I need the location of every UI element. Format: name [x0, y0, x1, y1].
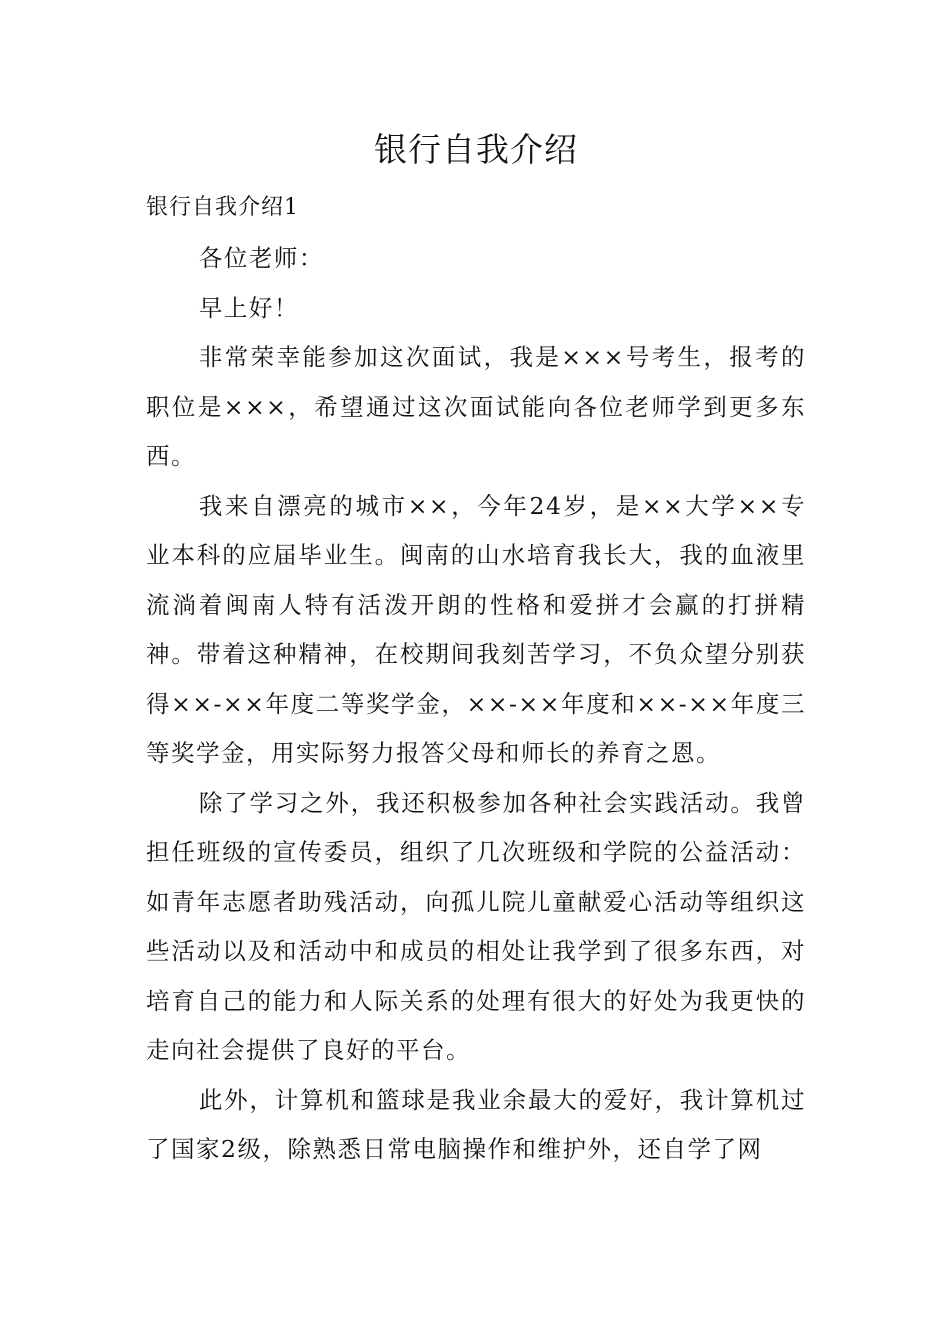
paragraph-intro: 非常荣幸能参加这次面试，我是×××号考生，报考的职位是×××，希望通过这次面试能向各位老师学到更多东西。	[146, 343, 806, 470]
document-page	[146, 118, 806, 1175]
section-heading: 银行自我介绍1	[146, 195, 299, 220]
paragraph-activities: 除了学习之外，我还积极参加各种社会实践活动。我曾担任班级的宣传委员，组织了几次班级和学院的公益活动：如青年志愿者助残活动，向孤儿院儿童献爱心活动等组织这些活动以及和活动中和成员的相处让我学到了很多东西，对培育自己的能力和人际关系的处理有很大的好处为我更快的走向社会提供了良好的平台。	[146, 788, 806, 1064]
paragraph-hobbies: 此外，计算机和篮球是我业余最大的爱好，我计算机过了国家2级，除熟悉日常电脑操作和维护外，还自学了网	[146, 1085, 806, 1163]
paragraph-background: 我来自漂亮的城市××，今年24岁，是××大学××专业本科的应届毕业生。闽南的山水培育我长大，我的血液里流淌着闽南人特有活泼开朗的性格和爱拼才会赢的打拼精神。带着这种精神，在校期间我刻苦学习，不负众望分别获得××-××年度二等奖学金，××-××年度和××-××年度三等奖学金，用实际努力报答父母和师长的养育之恩。	[146, 491, 806, 767]
paragraph-greeting: 各位老师：	[198, 244, 324, 272]
document-title: 银行自我介绍	[374, 130, 578, 169]
paragraph-salutation: 早上好！	[198, 293, 299, 322]
